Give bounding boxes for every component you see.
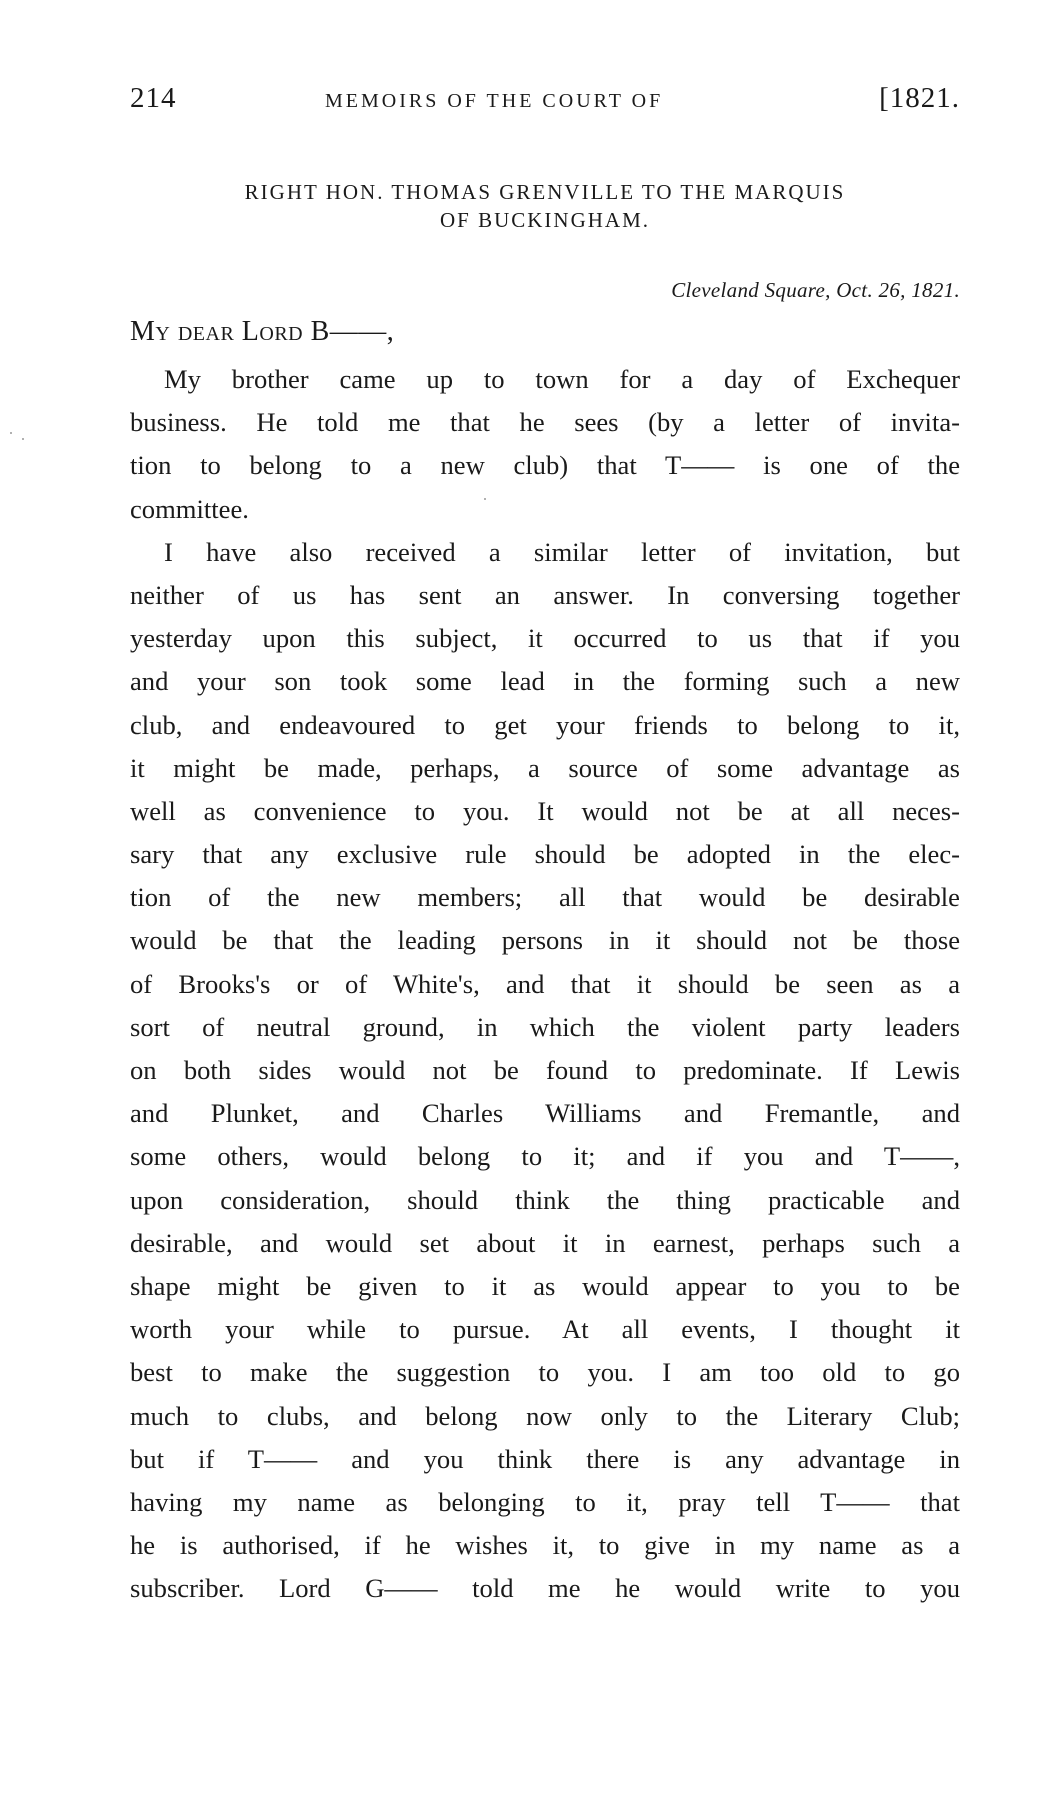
header-year: [1821. bbox=[879, 82, 960, 114]
body-line: business. He told me that he sees (by a letter of invita- bbox=[130, 407, 960, 438]
body-line: it might be made, perhaps, a source of some advantage as bbox=[130, 752, 960, 783]
scan-speck bbox=[22, 438, 24, 440]
body-line: of Brooks's or of White's, and that it should be seen as a bbox=[130, 968, 960, 999]
body-line: he is authorised, if he wishes it, to give in my name as a bbox=[130, 1530, 960, 1561]
scan-speck bbox=[484, 498, 486, 500]
letter-heading bbox=[130, 178, 960, 234]
letter-heading-line-2: OF BUCKINGHAM. bbox=[439, 208, 651, 232]
body-line: yesterday upon this subject, it occurred to us that if you bbox=[130, 623, 960, 654]
letter-heading-line-1: RIGHT HON. THOMAS GRENVILLE TO THE MARQUIS bbox=[244, 180, 846, 204]
scan-speck bbox=[10, 432, 12, 434]
running-header bbox=[130, 82, 960, 122]
body-line: worth your while to pursue. At all events, I thought it bbox=[130, 1314, 960, 1345]
body-line: desirable, and would set about it in earnest, perhaps such a bbox=[130, 1227, 960, 1258]
body-line: would be that the leading persons in it should not be those bbox=[130, 925, 960, 956]
letter-salutation: My dear Lord B——, bbox=[130, 316, 395, 347]
body-line: sort of neutral ground, in which the violent party leaders bbox=[130, 1011, 960, 1042]
body-line: well as convenience to you. It would not be at all neces- bbox=[130, 795, 960, 826]
body-line: some others, would belong to it; and if you and T——, bbox=[130, 1141, 960, 1172]
letter-dateline: Cleveland Square, Oct. 26, 1821. bbox=[671, 278, 960, 302]
body-line: My brother came up to town for a day of Exchequer bbox=[164, 364, 960, 394]
body-line: on both sides would not be found to predominate. If Lewis bbox=[130, 1055, 960, 1085]
body-line: best to make the suggestion to you. I am too old to go bbox=[130, 1357, 960, 1388]
body-line: tion of the new members; all that would be desirable bbox=[130, 882, 960, 913]
body-line: upon consideration, should think the thing practicable and bbox=[130, 1184, 960, 1215]
body-line: having my name as belonging to it, pray tell T—— that bbox=[130, 1486, 960, 1517]
body-line: and your son took some lead in the forming such a new bbox=[130, 666, 960, 697]
page-number: 214 bbox=[130, 82, 177, 114]
body-line: neither of us has sent an answer. In conversing together bbox=[130, 579, 960, 610]
body-line: I have also received a similar letter of invitation, but bbox=[164, 536, 960, 567]
body-line: shape might be given to it as would appear to you to be bbox=[130, 1270, 960, 1301]
body-line: club, and endeavoured to get your friends to belong to it, bbox=[130, 709, 960, 740]
body-line: much to clubs, and belong now only to the Literary Club; bbox=[130, 1400, 960, 1431]
body-line: committee. bbox=[130, 493, 249, 524]
letter-body bbox=[130, 358, 960, 1610]
body-line: but if T—— and you think there is any advantage in bbox=[130, 1443, 960, 1474]
body-line: subscriber. Lord G—— told me he would write to you bbox=[130, 1573, 960, 1604]
body-line: sary that any exclusive rule should be adopted in the elec- bbox=[130, 839, 960, 870]
body-line: tion to belong to a new club) that T—— is one of the bbox=[130, 450, 960, 481]
running-title: MEMOIRS OF THE COURT OF bbox=[325, 90, 664, 112]
body-line: and Plunket, and Charles Williams and Fremantle, and bbox=[130, 1098, 960, 1129]
